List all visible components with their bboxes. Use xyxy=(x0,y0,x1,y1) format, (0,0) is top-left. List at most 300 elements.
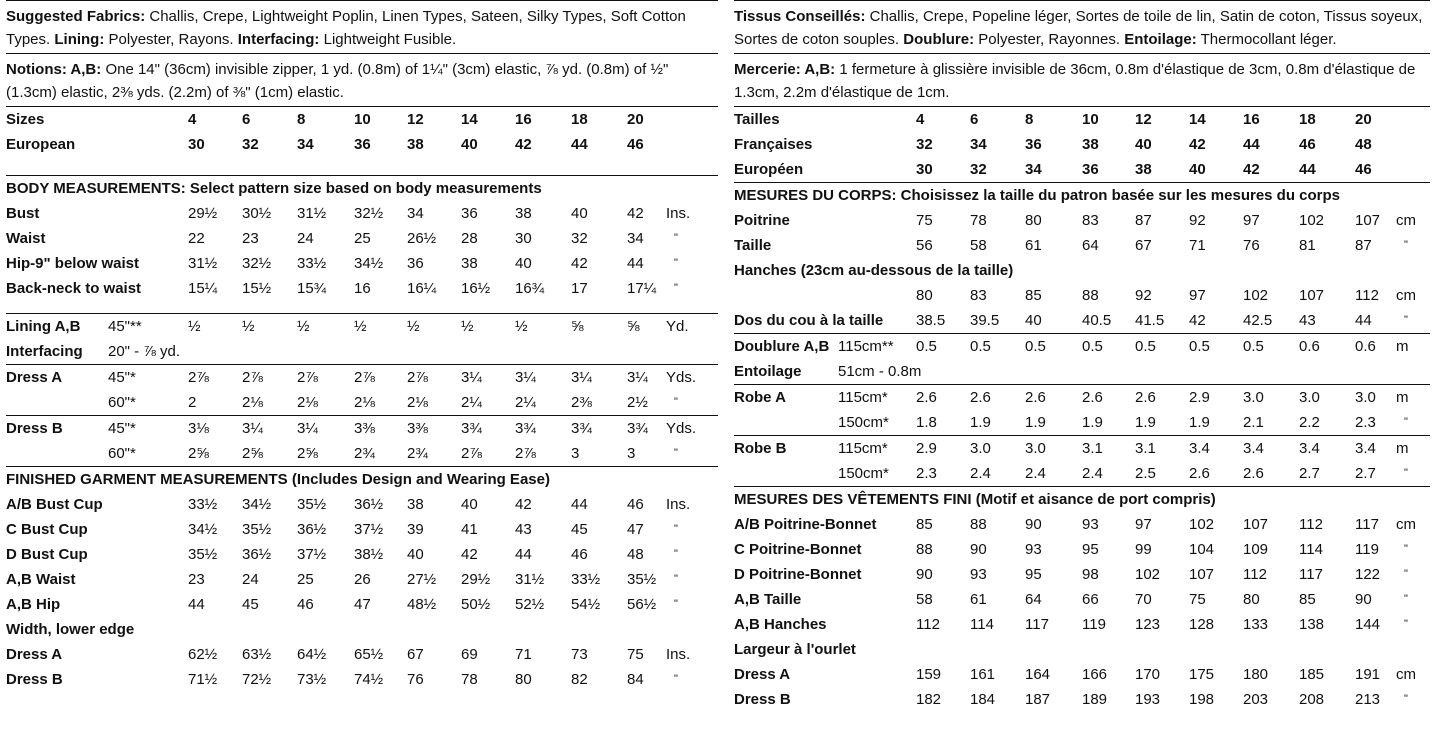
finished-measurements-title: MESURES DES VÊTEMENTS FINI (Motif et aisance de port compris) xyxy=(734,491,1216,508)
cell-value: 2.6 xyxy=(1082,389,1103,406)
cell-value: 10 xyxy=(354,111,371,128)
row-label: Waist xyxy=(6,230,46,247)
cell-value: 37½ xyxy=(297,546,327,563)
cell-value: 99 xyxy=(1135,541,1152,558)
cell-value: 83 xyxy=(970,287,987,304)
cell-value: 20 xyxy=(627,111,644,128)
cell-value: 38 xyxy=(1082,136,1099,153)
cell-value: 3¼ xyxy=(571,369,592,386)
fabrics-text: Challis, Crepe, Lightweight Poplin, Linen Types, Sateen, Silky Types, Soft Cotton Types. xyxy=(6,8,686,48)
unit-label: " xyxy=(1404,314,1408,326)
cell-value: 23 xyxy=(188,571,205,588)
cell-value: 0.6 xyxy=(1355,338,1376,355)
interfacing-row-label: Interfacing xyxy=(6,343,83,360)
lining-ab-row xyxy=(6,314,718,339)
cell-value: 82 xyxy=(571,671,588,688)
interfacing-row xyxy=(6,339,718,364)
cell-value: 93 xyxy=(970,566,987,583)
row-label: C Poitrine-Bonnet xyxy=(734,541,862,558)
lining-text: Polyester, Rayons. xyxy=(108,31,234,48)
cell-value: 71 xyxy=(1189,237,1206,254)
cell-value: 3⅜ xyxy=(354,420,375,437)
cell-value: 119 xyxy=(1355,541,1379,558)
cell-value: 187 xyxy=(1025,691,1051,708)
cell-value: 0.5 xyxy=(1025,338,1046,355)
cell-value: 107 xyxy=(1355,212,1381,229)
row-label: A,B Hip xyxy=(6,596,61,613)
cell-value: 85 xyxy=(916,516,933,533)
cell-value: 69 xyxy=(461,646,478,663)
cell-value: 46 xyxy=(627,496,644,513)
unit-label: Ins. xyxy=(666,205,691,222)
unit-label: Yds. xyxy=(666,369,697,386)
cell-value: 56 xyxy=(916,237,933,254)
cell-value: 107 xyxy=(1299,287,1325,304)
mercerie-paragraph xyxy=(734,54,1430,106)
cell-value: 12 xyxy=(1135,111,1152,128)
cell-value: 1.9 xyxy=(1135,414,1156,431)
unit-label: cm xyxy=(1396,287,1416,304)
cell-value: 42 xyxy=(1189,312,1206,329)
unit-label: m xyxy=(1396,440,1409,457)
dos-row xyxy=(734,308,1430,333)
unit-label: " xyxy=(1404,618,1408,630)
cell-value: 16 xyxy=(1243,111,1260,128)
cell-value: 2⅞ xyxy=(461,445,482,462)
cell-value: 63½ xyxy=(242,646,272,663)
cell-value: 36 xyxy=(407,255,424,272)
cell-value: 104 xyxy=(1189,541,1215,558)
cell-value: 88 xyxy=(970,516,987,533)
cell-value: 36½ xyxy=(354,496,384,513)
cell-value: 36½ xyxy=(242,546,272,563)
notions-text: One 14" (36cm) invisible zipper, 1 yd. (0.8m) of 1¼" (3cm) elastic, ⅞ yd. (0.8m) of ½" (1.3cm) elastic, 2⅜ yds. (2.2m) of ⅜" (1cm) elastic. xyxy=(6,61,669,101)
cell-value: 0.5 xyxy=(1082,338,1103,355)
cell-value: 18 xyxy=(571,111,588,128)
cell-value: 193 xyxy=(1135,691,1161,708)
cell-value: 6 xyxy=(970,111,979,128)
cell-value: 45 xyxy=(571,521,588,538)
cell-value: 161 xyxy=(970,666,996,683)
cell-value: 2⅞ xyxy=(354,369,375,386)
cell-value: 40 xyxy=(407,546,424,563)
notions-paragraph xyxy=(6,54,718,106)
suggested-fabrics-paragraph xyxy=(6,1,718,53)
cell-value: 2.6 xyxy=(970,389,991,406)
cell-value: 107 xyxy=(1243,516,1269,533)
cell-value: 102 xyxy=(1189,516,1215,533)
cell-value: 42 xyxy=(515,496,532,513)
fabrics-text: Challis, Crepe, Popeline léger, Sortes de toile de lin, Satin de coton, Tissus soyeux, Sortes de coton souples. xyxy=(734,8,1423,48)
row-label: Dress A xyxy=(6,369,63,386)
cell-value: 90 xyxy=(970,541,987,558)
cell-value: 3¾ xyxy=(515,420,536,437)
cell-value: 112 xyxy=(916,616,940,633)
doublure-row xyxy=(734,334,1430,359)
cell-value: 61 xyxy=(970,591,987,608)
cell-value: ½ xyxy=(515,318,528,335)
cell-value: 42 xyxy=(461,546,478,563)
cell-value: 112 xyxy=(1355,287,1379,304)
cell-value: 44 xyxy=(571,136,588,153)
row-label: Taille xyxy=(734,237,772,254)
cell-value: 16½ xyxy=(461,280,491,297)
cell-value: 40 xyxy=(1025,312,1042,329)
cell-value: 40 xyxy=(515,255,532,272)
unit-label: " xyxy=(674,598,678,610)
fabric-width: 45"* xyxy=(108,369,136,386)
row-label: Dress B xyxy=(6,671,63,688)
cell-value: 102 xyxy=(1243,287,1269,304)
cell-value: 98 xyxy=(1082,566,1099,583)
cell-value: 34 xyxy=(297,136,314,153)
cell-value: 81 xyxy=(1299,237,1316,254)
cell-value: 14 xyxy=(1189,111,1206,128)
row-label: Tailles xyxy=(734,111,780,128)
cell-value: 2.1 xyxy=(1243,414,1264,431)
largeur-row xyxy=(734,637,1430,662)
cell-value: 3 xyxy=(627,445,636,462)
cell-value: 0.5 xyxy=(1243,338,1264,355)
cell-value: 46 xyxy=(571,546,588,563)
cell-value: 26½ xyxy=(407,230,437,247)
cell-value: 97 xyxy=(1135,516,1152,533)
cell-value: 16¾ xyxy=(515,280,545,297)
cell-value: 26 xyxy=(354,571,371,588)
robe-b-115-row xyxy=(734,436,1430,461)
cell-value: 54½ xyxy=(571,596,601,613)
entoilage-row xyxy=(734,359,1430,384)
cell-value: 35½ xyxy=(242,521,272,538)
row-label: Lining A,B xyxy=(6,318,81,335)
cell-value: 2.5 xyxy=(1135,465,1156,482)
cell-value: 184 xyxy=(970,691,996,708)
cell-value: 30 xyxy=(916,161,933,178)
cell-value: 48 xyxy=(627,546,644,563)
cell-value: 191 xyxy=(1355,666,1381,683)
dress-a-60-row xyxy=(6,390,718,415)
cell-value: 22 xyxy=(188,230,205,247)
cell-value: 31½ xyxy=(515,571,545,588)
cell-value: 14 xyxy=(461,111,478,128)
back-neck-row xyxy=(6,276,718,301)
dress-a-45-row xyxy=(6,365,718,390)
cell-value: 3¼ xyxy=(297,420,318,437)
cell-value: 24 xyxy=(297,230,314,247)
c-bust-cup-row xyxy=(6,517,718,542)
cell-value: 25 xyxy=(297,571,314,588)
fabric-width: 60"* xyxy=(108,394,136,411)
fabric-width: 115cm* xyxy=(838,440,888,457)
cell-value: 46 xyxy=(627,136,644,153)
unit-label: " xyxy=(1404,568,1408,580)
ab-poitrine-bonnet-row xyxy=(734,512,1430,537)
cell-value: 3.0 xyxy=(970,440,991,457)
cell-value: 27½ xyxy=(407,571,437,588)
cell-value: 2¼ xyxy=(461,394,482,411)
cell-value: 35½ xyxy=(627,571,657,588)
cell-value: 2⅛ xyxy=(407,394,428,411)
cell-value: 122 xyxy=(1355,566,1381,583)
cell-value: 44 xyxy=(188,596,205,613)
cell-value: 2.4 xyxy=(970,465,991,482)
cell-value: 80 xyxy=(1025,212,1042,229)
cell-value: 42.5 xyxy=(1243,312,1273,329)
cell-value: 84 xyxy=(627,671,644,688)
european-row xyxy=(6,132,718,157)
cell-value: 72½ xyxy=(242,671,272,688)
cell-value: 112 xyxy=(1299,516,1323,533)
cell-value: 83 xyxy=(1082,212,1099,229)
cell-value: 61 xyxy=(1025,237,1042,254)
cell-value: 2.7 xyxy=(1355,465,1376,482)
dress-b-45-row xyxy=(6,416,718,441)
cell-value: 78 xyxy=(970,212,987,229)
cell-value: 80 xyxy=(916,287,933,304)
row-label: D Poitrine-Bonnet xyxy=(734,566,862,583)
cell-value: 64 xyxy=(1025,591,1042,608)
cell-value: 90 xyxy=(916,566,933,583)
french-column xyxy=(734,0,1430,712)
row-label: A/B Bust Cup xyxy=(6,496,103,513)
cell-value: 10 xyxy=(1082,111,1099,128)
fabrics-label: Suggested Fabrics: xyxy=(6,8,146,25)
cell-value: 2.6 xyxy=(1025,389,1046,406)
cell-value: 1.9 xyxy=(1082,414,1103,431)
cell-value: 38 xyxy=(407,496,424,513)
cell-value: 30½ xyxy=(242,205,272,222)
finished-measurements-title: FINISHED GARMENT MEASUREMENTS (Includes Design and Wearing Ease) xyxy=(6,471,550,488)
cell-value: 2.2 xyxy=(1299,414,1320,431)
d-bust-cup-row xyxy=(6,542,718,567)
cell-value: 0.5 xyxy=(970,338,991,355)
cell-value: 3.4 xyxy=(1189,440,1210,457)
cell-value: 88 xyxy=(916,541,933,558)
cell-value: 44 xyxy=(515,546,532,563)
cell-value: 38.5 xyxy=(916,312,946,329)
body-measurements-title: MESURES DU CORPS: Choisissez la taille du patron basée sur les mesures du corps xyxy=(734,187,1341,204)
unit-label: cm xyxy=(1396,212,1416,229)
english-column xyxy=(6,0,718,692)
cell-value: ½ xyxy=(354,318,367,335)
cell-value: 2⅛ xyxy=(297,394,318,411)
finished-dress-a-row xyxy=(6,642,718,667)
cell-value: 47 xyxy=(354,596,371,613)
cell-value: 97 xyxy=(1243,212,1260,229)
cell-value: 128 xyxy=(1189,616,1215,633)
cell-value: 32 xyxy=(242,136,259,153)
cell-value: 2⅛ xyxy=(354,394,375,411)
cell-value: 95 xyxy=(1025,566,1042,583)
robe-a-150-row xyxy=(734,410,1430,435)
cell-value: 36 xyxy=(1025,136,1042,153)
cell-value: 88 xyxy=(1082,287,1099,304)
cell-value: 70 xyxy=(1135,591,1152,608)
cell-value: 31½ xyxy=(297,205,327,222)
cell-value: 75 xyxy=(627,646,644,663)
dress-b-60-row xyxy=(6,441,718,466)
cell-value: 97 xyxy=(1189,287,1206,304)
cell-value: 185 xyxy=(1299,666,1325,683)
cell-value: 213 xyxy=(1355,691,1381,708)
cell-value: 3.4 xyxy=(1243,440,1264,457)
cell-value: 64½ xyxy=(297,646,327,663)
cell-value: 90 xyxy=(1355,591,1372,608)
cell-value: 95 xyxy=(1082,541,1099,558)
cell-value: 2.9 xyxy=(1189,389,1210,406)
cell-value: 56½ xyxy=(627,596,657,613)
largeur-label: Largeur à l'ourlet xyxy=(734,641,856,658)
cell-value: 38 xyxy=(515,205,532,222)
cell-value: 36½ xyxy=(297,521,327,538)
cell-value: 32½ xyxy=(242,255,272,272)
cell-value: 75 xyxy=(916,212,933,229)
cell-value: 93 xyxy=(1082,516,1099,533)
cell-value: 64 xyxy=(1082,237,1099,254)
cell-value: 12 xyxy=(407,111,424,128)
cell-value: 4 xyxy=(916,111,925,128)
unit-label: " xyxy=(674,282,678,294)
unit-label: " xyxy=(674,523,678,535)
finished-dress-b-row xyxy=(734,687,1430,712)
row-label: Dress A xyxy=(734,666,791,683)
unit-label: m xyxy=(1396,338,1409,355)
cell-value: 8 xyxy=(1025,111,1034,128)
cell-value: 67 xyxy=(407,646,424,663)
francaises-row xyxy=(734,132,1430,157)
notions-label: Notions: A,B: xyxy=(6,61,102,78)
body-measurements-title-row xyxy=(6,176,718,201)
cell-value: 35½ xyxy=(188,546,218,563)
cell-value: 2 xyxy=(188,394,197,411)
cell-value: 2⅛ xyxy=(242,394,263,411)
entoilage-label: Entoilage xyxy=(734,363,802,380)
fabric-width: 60"* xyxy=(108,445,136,462)
cell-value: 71 xyxy=(515,646,532,663)
cell-value: 16 xyxy=(515,111,532,128)
cell-value: 42 xyxy=(571,255,588,272)
cell-value: 102 xyxy=(1299,212,1325,229)
fabric-width: 45"** xyxy=(108,318,142,335)
cell-value: 3.0 xyxy=(1243,389,1264,406)
cell-value: 42 xyxy=(627,205,644,222)
cell-value: 74½ xyxy=(354,671,384,688)
width-lower-edge-row xyxy=(6,617,718,642)
cell-value: 62½ xyxy=(188,646,218,663)
cell-value: 42 xyxy=(1189,136,1206,153)
cell-value: 44 xyxy=(627,255,644,272)
cell-value: 76 xyxy=(1243,237,1260,254)
robe-b-150-row xyxy=(734,461,1430,486)
cell-value: 189 xyxy=(1082,691,1108,708)
cell-value: 2⅝ xyxy=(188,445,209,462)
notions-label: Mercerie: A,B: xyxy=(734,61,836,78)
cell-value: 48 xyxy=(1355,136,1372,153)
robe-a-115-row xyxy=(734,385,1430,410)
cell-value: 2⅞ xyxy=(188,369,209,386)
cell-value: 3¾ xyxy=(627,420,648,437)
cell-value: 35½ xyxy=(297,496,327,513)
cell-value: 117 xyxy=(1299,566,1323,583)
cell-value: 65½ xyxy=(354,646,384,663)
unit-label: Yd. xyxy=(666,318,689,335)
cell-value: 3.1 xyxy=(1082,440,1103,457)
cell-value: 3 xyxy=(571,445,580,462)
row-label: Back-neck to waist xyxy=(6,280,142,297)
cell-value: 33½ xyxy=(297,255,327,272)
unit-label: " xyxy=(674,447,678,459)
cell-value: 2¾ xyxy=(354,445,375,462)
row-label: Dress B xyxy=(734,691,791,708)
fabric-width: 150cm* xyxy=(838,414,889,431)
cell-value: 39 xyxy=(407,521,424,538)
cell-value: 50½ xyxy=(461,596,491,613)
cell-value: 32 xyxy=(571,230,588,247)
cell-value: 2.6 xyxy=(1135,389,1156,406)
cell-value: 66 xyxy=(1082,591,1099,608)
finished-dress-b-row xyxy=(6,667,718,692)
cell-value: 123 xyxy=(1135,616,1161,633)
cell-value: 41.5 xyxy=(1135,312,1165,329)
cell-value: 138 xyxy=(1299,616,1325,633)
cell-value: 3.0 xyxy=(1025,440,1046,457)
unit-label: cm xyxy=(1396,666,1416,683)
hanches-label-row xyxy=(734,258,1430,283)
row-label: Dress A xyxy=(6,646,63,663)
cell-value: ½ xyxy=(297,318,310,335)
unit-label: cm xyxy=(1396,516,1416,533)
cell-value: ⅝ xyxy=(571,318,584,335)
unit-label: Yds. xyxy=(666,420,697,437)
cell-value: 16¼ xyxy=(407,280,437,297)
body-measurements-title-row xyxy=(734,183,1430,208)
cell-value: 34 xyxy=(970,136,987,153)
cell-value: 38 xyxy=(1135,161,1152,178)
cell-value: 29½ xyxy=(188,205,218,222)
cell-value: 3.4 xyxy=(1299,440,1320,457)
cell-value: 92 xyxy=(1189,212,1206,229)
cell-value: 30 xyxy=(188,136,205,153)
cell-value: 17¼ xyxy=(627,280,657,297)
cell-value: 80 xyxy=(1243,591,1260,608)
cell-value: 44 xyxy=(571,496,588,513)
ab-hanches-row xyxy=(734,612,1430,637)
cell-value: 34½ xyxy=(188,521,218,538)
cell-value: 93 xyxy=(1025,541,1042,558)
cell-value: 32 xyxy=(916,136,933,153)
lining-text: Polyester, Rayonnes. xyxy=(978,31,1121,48)
row-label: European xyxy=(6,136,76,153)
cell-value: 3¾ xyxy=(571,420,592,437)
unit-label: " xyxy=(674,548,678,560)
cell-value: 117 xyxy=(1355,516,1379,533)
row-label: A,B Waist xyxy=(6,571,76,588)
unit-label: " xyxy=(674,673,678,685)
europeen-row xyxy=(734,157,1430,182)
cell-value: 29½ xyxy=(461,571,491,588)
fabric-width: 115cm* xyxy=(838,389,888,406)
cell-value: 15½ xyxy=(242,280,272,297)
cell-value: 2.7 xyxy=(1299,465,1320,482)
interfacing-text: Thermocollant léger. xyxy=(1200,31,1337,48)
c-poitrine-bonnet-row xyxy=(734,537,1430,562)
cell-value: 38 xyxy=(407,136,424,153)
cell-value: 33½ xyxy=(188,496,218,513)
cell-value: 107 xyxy=(1189,566,1215,583)
unit-label: m xyxy=(1396,389,1409,406)
cell-value: 28 xyxy=(461,230,478,247)
row-label: D Bust Cup xyxy=(6,546,88,563)
